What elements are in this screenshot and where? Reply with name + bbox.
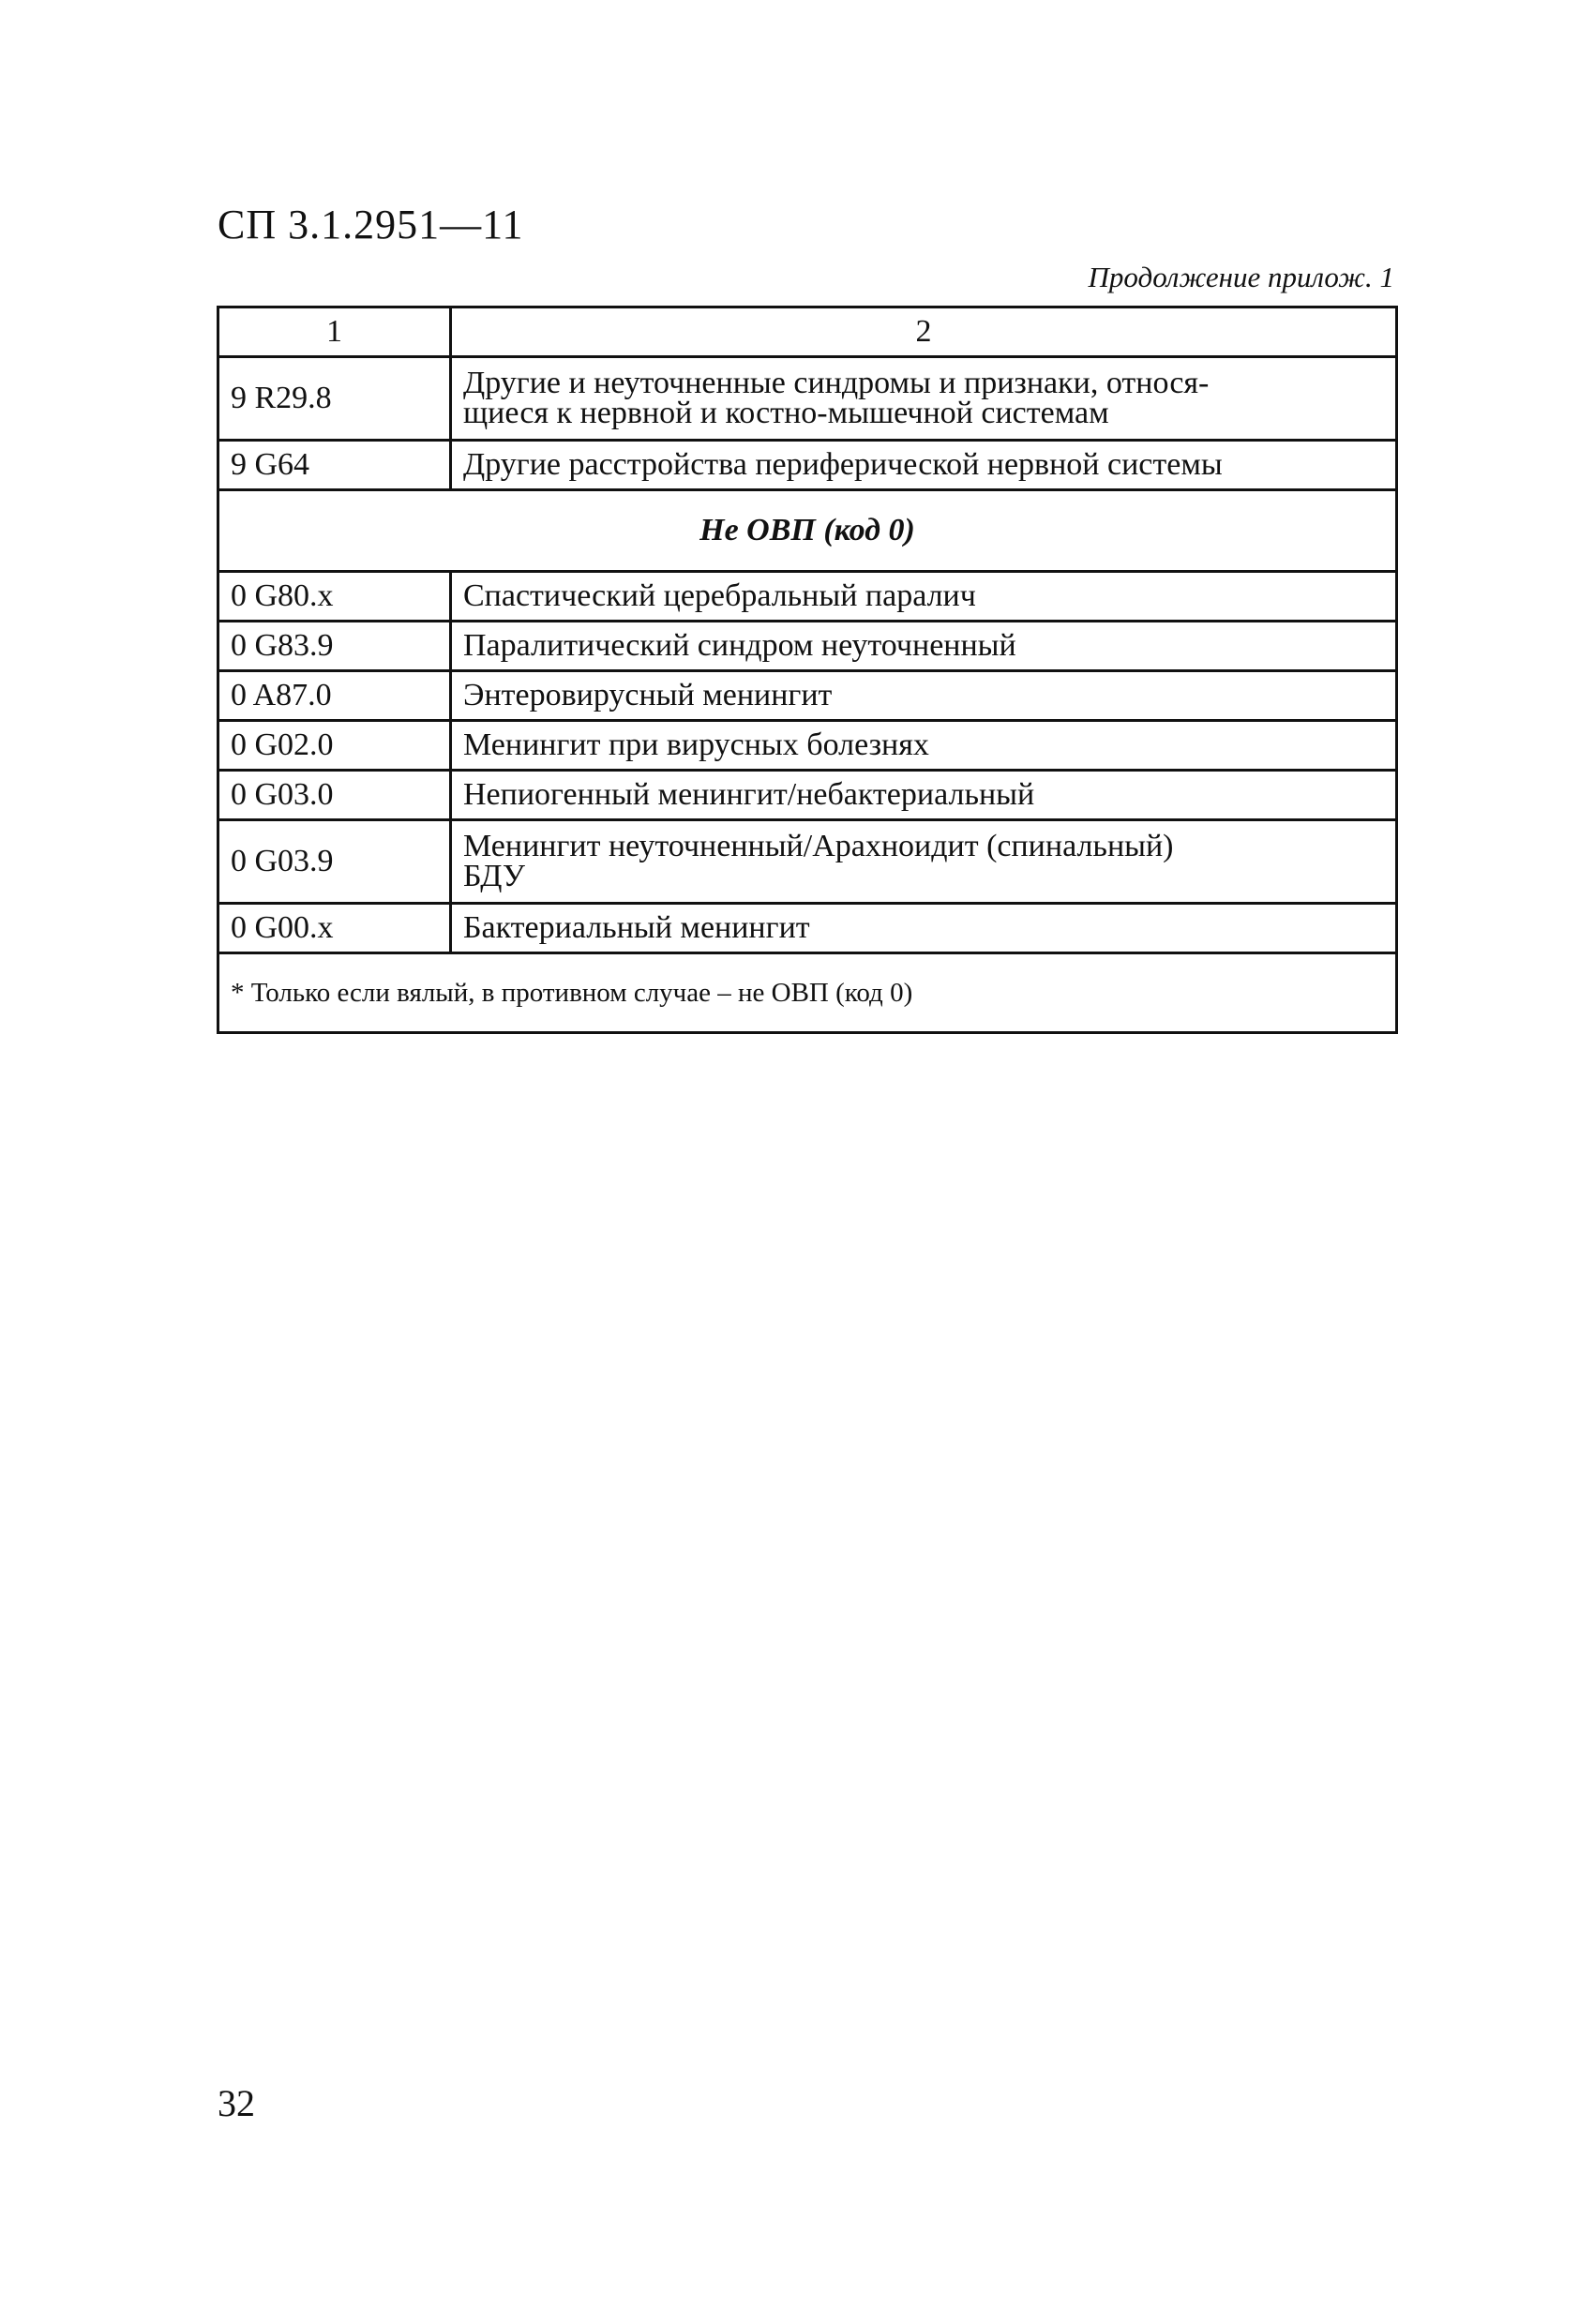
code-cell: 9 R29.8 <box>218 357 451 441</box>
code-cell: 0 G03.0 <box>218 771 451 820</box>
code-cell: 0 G80.x <box>218 572 451 622</box>
appendix-table <box>217 306 1398 1034</box>
description-cell: Непиогенный менингит/небактериальный <box>451 771 1397 820</box>
column-header-1: 1 <box>218 307 451 357</box>
table-row <box>218 820 1397 904</box>
code-cell: 0 G83.9 <box>218 622 451 671</box>
table-row <box>218 721 1397 771</box>
document-id: СП 3.1.2951—11 <box>218 202 524 247</box>
code-cell: 0 G00.x <box>218 904 451 953</box>
description-cell: Другие расстройства периферической нервной системы <box>451 441 1397 490</box>
description-line: Менингит неуточненный/Арахноидит (спинальный) <box>463 829 1174 863</box>
description-cell: Энтеровирусный менингит <box>451 671 1397 721</box>
column-header-2: 2 <box>451 307 1397 357</box>
code-cell: 0 A87.0 <box>218 671 451 721</box>
description-line: БДУ <box>463 859 525 893</box>
footnote-row <box>218 953 1397 1033</box>
footnote: * Только если вялый, в противном случае – не ОВП (код 0) <box>218 953 1397 1033</box>
code-cell: 9 G64 <box>218 441 451 490</box>
table-row <box>218 671 1397 721</box>
description-line: Другие и неуточненные синдромы и признаки, относя- <box>463 366 1210 400</box>
table-row <box>218 357 1397 441</box>
table-row <box>218 622 1397 671</box>
description-cell: Паралитический синдром неуточненный <box>451 622 1397 671</box>
code-cell: 0 G02.0 <box>218 721 451 771</box>
continuation-note: Продолжение прилож. 1 <box>1088 261 1394 293</box>
description-line: щиеся к нервной и костно-мышечной системам <box>463 396 1109 430</box>
table-row <box>218 441 1397 490</box>
table-row <box>218 572 1397 622</box>
code-cell: 0 G03.9 <box>218 820 451 904</box>
page-number: 32 <box>218 2082 255 2124</box>
table-row <box>218 771 1397 820</box>
description-cell: Менингит при вирусных болезнях <box>451 721 1397 771</box>
section-title: Не ОВП (код 0) <box>218 490 1397 572</box>
table-row <box>218 904 1397 953</box>
description-cell <box>451 820 1397 904</box>
section-row <box>218 490 1397 572</box>
description-cell <box>451 357 1397 441</box>
description-cell: Спастический церебральный паралич <box>451 572 1397 622</box>
description-cell: Бактериальный менингит <box>451 904 1397 953</box>
table-header-row <box>218 307 1397 357</box>
